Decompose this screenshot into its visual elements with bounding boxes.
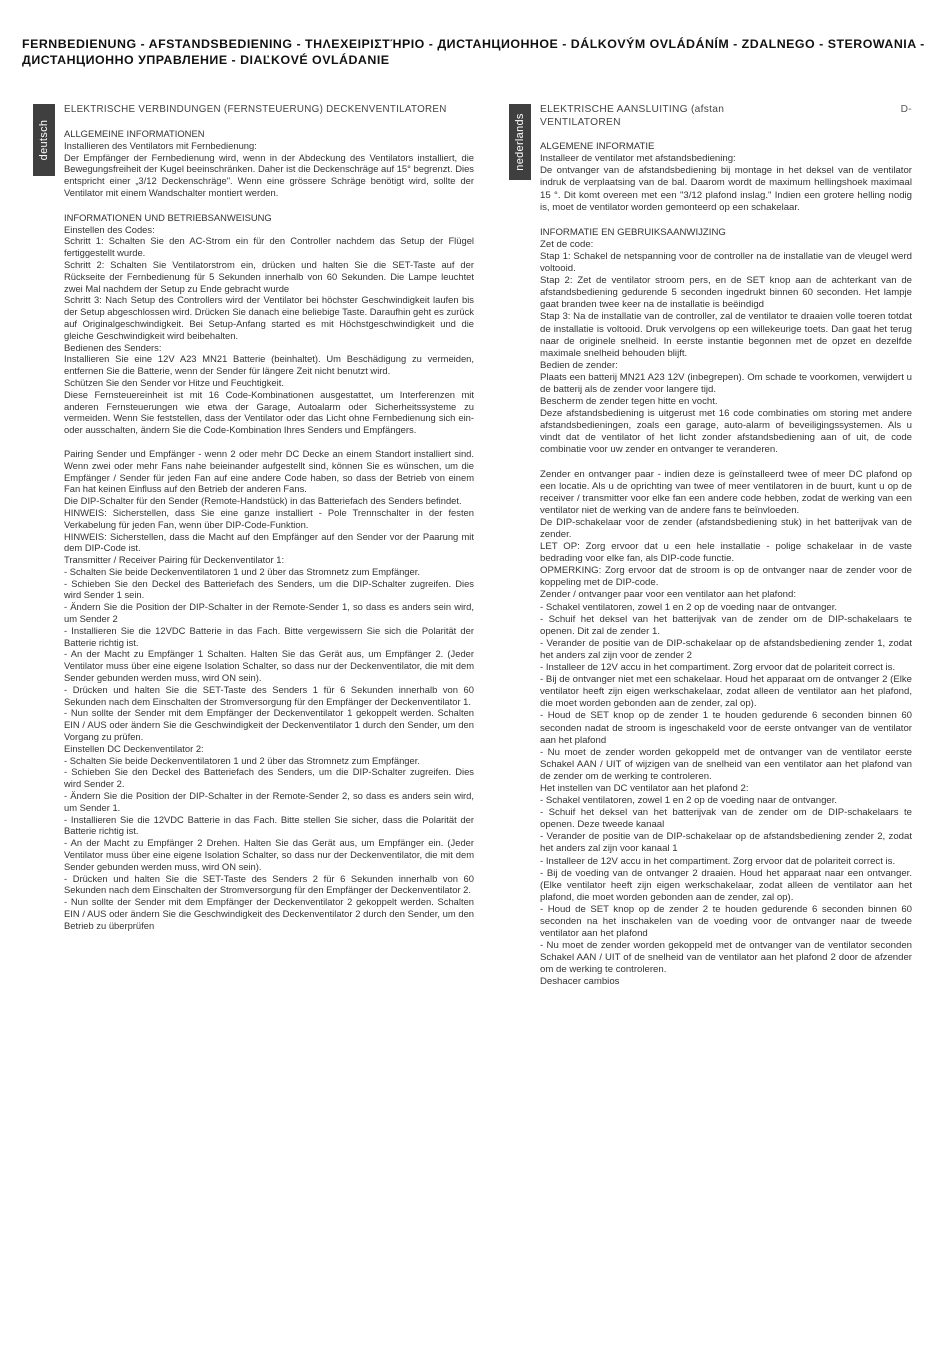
paragraph: - An der Macht zu Empfänger 2 Drehen. Halten Sie das Gerät aus, um Empfänger ein. (Jeder Ventilator muss über eine eigene Isolation Schalter, so dass nur der Deckenventilator, die mit dem Sender gebunden werden muss, wird ON sein).: [64, 837, 474, 872]
paragraph: De ontvanger van de afstandsbediening bij montage in het deksel van de ventilator indruk de verplaatsing van de bal. Daarom wordt de maximum hellingshoek maximaal 15 °. Dit komt overeen met een "3/12 plafond inslag." Indien een grotere helling nodig is, moet de ventilator worden gemonteerd op een schakelaar.: [540, 165, 912, 213]
language-tab-german: [33, 104, 55, 176]
paragraph: Stap 3: Na de installatie van de controller, zal de ventilator te draaien volle toeren totdat de installatie is voltooid. Druk vervolgens op een willekeurige toets. Dan gaat het terug naar de originele snelheid. In eerste instantie begonnen met de opzet en dezelfde maximale snelheid behouden blijft.: [540, 311, 912, 359]
paragraph: Diese Fernsteuereinheit ist mit 16 Code-Kombinationen ausgestattet, um Interferenzen mit anderen Fernsteuerungen wie etwa der Garage, Autoalarm oder Sicherheitssysteme zu vermeiden. Wenn Sie feststellen, dass der Ventilator oder das Licht ohne Fernbedienung sich ein- oder ausschalten, ändern Sie die Code-Kombination Ihres Senders und Empfängers.: [64, 388, 474, 436]
language-tab-dutch: [509, 104, 531, 180]
paragraph: Zender / ontvanger paar voor een ventilator aan het plafond:: [540, 589, 797, 601]
section-title-fragment: D-: [900, 104, 912, 115]
paragraph: - Drücken und halten Sie die SET-Taste des Senders 2 für 6 Sekunden innerhalb von 60 Sekunden nach dem Einschalten der Stromversorgung für den Empfänger der Deckenventilator 2.: [64, 872, 474, 896]
general-info-section: [540, 141, 912, 214]
paragraph: Installieren des Ventilators mit Fernbedienung:: [64, 139, 257, 151]
paragraph: Schritt 2: Schalten Sie Ventilatorstrom ein, drücken und halten Sie die SET-Taste auf der Rückseite der Fernbedienung für 5 Sekunden innerhalb von 60 Sekunden. Die Lampe leuchtet zwei Mal nachdem der Setup zu Ende gebracht wurde: [64, 258, 474, 294]
paragraph: Einstellen DC Deckenventilator 2:: [64, 742, 204, 754]
paragraph: - Schieben Sie den Deckel des Batteriefach des Senders, um die DIP-Schalter zugreifen. Dies wird Sender 1 sein.: [64, 577, 474, 601]
paragraph: Der Empfänger der Fernbedienung wird, wenn in der Abdeckung des Ventilators installiert, die Bewegungsfreiheit der Kugel beeinschränken. Daher ist die Deckenschräge auf 15° begrenzt. Dies entspricht einer „3/12 Deckenschräge". Wenn eine grössere Schräge benötigt wird, sollte der Ventilator mit einem Wandschalter montiert werden.: [64, 151, 474, 198]
paragraph: - Installeer de 12V accu in het compartiment. Zorg ervoor dat de polariteit correct is.: [540, 855, 896, 867]
language-tab-label: deutsch: [38, 119, 50, 161]
section-heading: ALLGEMEINE INFORMATIONEN: [64, 128, 205, 139]
paragraph: - Nun sollte der Sender mit dem Empfänger der Deckenventilator 1 gekoppelt werden. Schalten EIN / AUS oder ändern Sie die Geschwindigkeit der Deckenventilator 1 durch den Sender, um den Vorgang zu prüfen.: [64, 707, 474, 743]
operating-section: [540, 227, 912, 457]
dutch-column: [540, 104, 912, 989]
paragraph: - Schalten Sie beide Deckenventilatoren 1 und 2 über das Stromnetz zum Empfänger.: [64, 754, 420, 766]
paragraph: - Nu moet de zender worden gekoppeld met de ontvanger van de ventilator eerste Schakel AAN / UIT of wijzigen van de snelheid van een ventilator aan het plafond van de zender om de werking te controleren.: [540, 746, 912, 782]
paragraph: Einstellen des Codes:: [64, 223, 155, 235]
paragraph: - Houd de SET knop op de zender 1 te houden gedurende 6 seconden binnen 60 seconden nadat de stroom is ingeschakeld voor de eerste ontvanger van de ventilator aan het plafond: [540, 710, 912, 746]
german-column: [64, 104, 474, 932]
paragraph: Die DIP-Schalter für den Sender (Remote-Handstück) in das Batteriefach des Senders befindet.: [64, 495, 462, 507]
paragraph: LET OP: Zorg ervoor dat u een hele installatie - polige schakelaar in de vaste bedrading voor elke fan, als DIP-code functie.: [540, 541, 912, 565]
paragraph: Pairing Sender und Empfänger - wenn 2 oder mehr DC Decke an einem Standort installiert sind. Wenn zwei oder mehr Fans nahe beieinander aufgestellt sind, können Sie es wünschen, um die Empfänger / Sender für jeden Fan auf eine andere Code haben, so dass der Betrieb von einem Fan hat keinen Einfluss auf den Betrieb der anderen Fans.: [64, 447, 474, 495]
paragraph: - Verander de positie van de DIP-schakelaar op de afstandsbediening zender 1, zodat het anders zal zijn voor de zender 2: [540, 637, 912, 661]
paragraph: Bescherm de zender tegen hitte en vocht.: [540, 396, 718, 408]
section-heading: INFORMATIE EN GEBRUIKSAANWIJZING: [540, 226, 726, 238]
pairing-section: [540, 469, 912, 989]
paragraph: - Schuif het deksel van het batterijvak van de zender om de DIP-schakelaars te openen. Dit zal de zender 1.: [540, 613, 912, 637]
paragraph: Bedien de zender:: [540, 359, 618, 371]
language-tab-label: nederlands: [514, 113, 526, 171]
pairing-section: [64, 448, 474, 932]
paragraph: - Nu moet de zender worden gekoppeld met de ontvanger van de ventilator seconden Schakel AAN / UIT of de snelheid van de ventilator aan het plafond 2 door de afzender om de werking te controleren.: [540, 940, 912, 976]
paragraph: Plaats een batterij MN21 A23 12V (inbegrepen). Om schade te voorkomen, verwijdert u de batterij als de zender voor langere tijd.: [540, 371, 912, 395]
paragraph: - Schuif het deksel van het batterijvak van de zender om de DIP-schakelaars te openen. Deze tweede kanaal: [540, 807, 912, 831]
paragraph: De DIP-schakelaar voor de zender (afstandsbediening stuk) in het batterijvak van de zender.: [540, 516, 912, 540]
operating-section: [64, 212, 474, 436]
paragraph: - Ändern Sie die Position der DIP-Schalter in der Remote-Sender 1, so dass es anders sein wird, um Sender 2: [64, 601, 474, 625]
paragraph: HINWEIS: Sicherstellen, dass die Macht auf den Empfänger auf den Sender vor der Paarung mit dem DIP-Code ist.: [64, 530, 474, 554]
paragraph: - Schakel ventilatoren, zowel 1 en 2 op de voeding naar de ontvanger.: [540, 601, 838, 613]
paragraph: Zet de code:: [540, 238, 594, 250]
section-title-line2: VENTILATOREN: [540, 116, 621, 128]
page-header: FERNBEDIENUNG - AFSTANDSBEDIENING - ΤΗΛΕΧΕΙΡΙΣΤΉΡΙΟ - ДИСТАНЦИОННОЕ - DÁLKOVÝM OVLÁDÁNÍM - ZDALNEGO - STEROWANIA - ДИСТАНЦИОННО УПРАВЛЕНИЕ - DIAĽKOVÉ OVLÁDANIE: [22, 37, 925, 67]
paragraph: - Nun sollte der Sender mit dem Empfänger der Deckenventilator 2 gekoppelt werden. Schalten EIN / AUS oder ändern Sie die Geschwindigkeit des Deckenventilator 2 durch den Sender, um den Betrieb zu überprüfen: [64, 896, 474, 931]
section-title: ELEKTRISCHE VERBINDUNGEN (FERNSTEUERUNG) DECKENVENTILATOREN: [64, 104, 447, 115]
section-title-line1: ELEKTRISCHE AANSLUITING (afstan: [540, 104, 725, 115]
paragraph: Transmitter / Receiver Pairing für Deckenventilator 1:: [64, 554, 285, 566]
paragraph: Schritt 3: Nach Setup des Controllers wird der Ventilator bei höchster Geschwindigkeit laufen bis der Setup abgeschlossen wird. Drücken Sie danach eine beliebige Taste. Daraufhin geht es zurück auf Originalgeschwindigkeit. Bei Setup-Anfang started es mit Höchstgeschwindigkeit und die gleiche Geschwindigkeit wird beibehalten.: [64, 294, 474, 341]
paragraph: - Drücken und halten Sie die SET-Taste des Senders 1 für 6 Sekunden innerhalb von 60 Sekunden nach dem Einschalten der Stromversorgung für den Empfänger der Deckenventilator 1.: [64, 683, 474, 707]
paragraph: OPMERKING: Zorg ervoor dat de stroom is op de ontvanger naar de zender voor de koppeling met de DIP-code.: [540, 565, 912, 589]
section-heading: INFORMATIONEN UND BETRIEBSANWEISUNG: [64, 211, 272, 223]
paragraph: HINWEIS: Sicherstellen, dass Sie eine ganze installiert - Pole Trennschalter in der festen Verkabelung für jeden Fan, wenn über DIP-Code-Funktion.: [64, 506, 474, 530]
paragraph: Stap 1: Schakel de netspanning voor de controller na de installatie van de vleugel werd voltooid.: [540, 250, 912, 275]
paragraph: Schützen Sie den Sender vor Hitze und Feuchtigkeit.: [64, 376, 284, 388]
paragraph: - Bij de voeding van de ontvanger 2 draaien. Houd het apparaat naar een ontvanger. (Elke ventilator heeft zijn eigen werkschakelaar, zodat alleen de ventilator aan het plafond, die moet worden gebonden aan de zender, zal op).: [540, 867, 912, 903]
paragraph: - Schalten Sie beide Deckenventilatoren 1 und 2 über das Stromnetz zum Empfänger.: [64, 565, 420, 577]
paragraph: - Installieren Sie die 12VDC Batterie in das Fach. Bitte vergewissern Sie sich die Polarität der Batterie richtig ist.: [64, 624, 474, 648]
paragraph: Installeer de ventilator met afstandsbediening:: [540, 153, 736, 165]
section-heading: ALGEMENE INFORMATIE: [540, 141, 655, 153]
paragraph: Zender en ontvanger paar - indien deze is geïnstalleerd twee of meer DC plafond op een locatie. Als u de oprichting van twee of meer ventilatoren in de buurt, kunt u op de receiver / transmitter voor elke fan een andere code hebben, zodat de werking van een ventilator niet de werking van de andere fans te beïnvloeden.: [540, 468, 912, 516]
paragraph: Stap 2: Zet de ventilator stroom pers, en de SET knop aan de achterkant van de afstandsbediening gedurende 5 seconden ingedrukt binnen 60 seconden. Het lampje gaat branden twee keer na de installatie is beëindigd: [540, 275, 912, 311]
paragraph: - Installeer de 12V accu in het compartiment. Zorg ervoor dat de polariteit correct is.: [540, 662, 896, 674]
paragraph: Installieren Sie eine 12V A23 MN21 Batterie (beinhaltet). Um Beschädigung zu vermeiden, entfernen Sie die Batterie, wenn der Sender für längere Zeit nicht benutzt wird.: [64, 353, 474, 377]
paragraph: - An der Macht zu Empfänger 1 Schalten. Halten Sie das Gerät aus, um Empfänger 2. (Jeder Ventilator muss über eine eigene Isolation Schalter, so dass nur der Deckenventilator, die mit dem Sender gebunden werden muss, wird ON sein).: [64, 648, 474, 684]
general-info-section: [64, 128, 474, 199]
paragraph: - Bij de ontvanger niet met een schakelaar. Houd het apparaat om de ontvanger 2 (Elke ventilator heeft zijn eigen werkschakelaar, zodat alleen de ventilator aan het plafond, die moet worden gebonden aan de zender, zal op).: [540, 674, 912, 710]
paragraph: Het instellen van DC ventilator aan het plafond 2:: [540, 782, 749, 794]
paragraph: - Houd de SET knop op de zender 2 te houden gedurende 6 seconden binnen 60 seconden na het inschakelen van de voeding voor de ontvanger naar de tweede ventilator aan het plafond: [540, 903, 912, 940]
paragraph: Bedienen des Senders:: [64, 341, 162, 353]
paragraph: - Ändern Sie die Position der DIP-Schalter in der Remote-Sender 2, so dass es anders sein wird, um Sender 1.: [64, 790, 474, 813]
paragraph: Deze afstandsbediening is uitgerust met 16 code combinaties om storing met andere afstandsbedieningen, zoals een garage, auto-alarm of beveiligingssystemen. Als u vindt dat de ventilator of het licht zonder afstandsbediening aan of uit, de code combinatie voor uw zender en ontvanger te veranderen.: [540, 408, 912, 456]
paragraph: - Schakel ventilatoren, zowel 1 en 2 op de voeding naar de ontvanger.: [540, 795, 838, 807]
paragraph: Schritt 1: Schalten Sie den AC-Strom ein für den Controller nachdem das Setup der Flügel fertiggestellt wurde.: [64, 235, 474, 259]
paragraph: - Installieren Sie die 12VDC Batterie in das Fach. Bitte stellen Sie sicher, dass die Polarität der Batterie richtig ist.: [64, 813, 474, 837]
paragraph: - Verander de positie van de DIP-schakelaar op de afstandsbediening zender 2, zodat het anders zal zijn voor kanaal 1: [540, 831, 912, 855]
section-title: [540, 104, 912, 129]
paragraph: - Schieben Sie den Deckel des Batteriefach des Senders, um die DIP-Schalter zugreifen. Dies wird Sender 2.: [64, 766, 474, 790]
paragraph: Deshacer cambios: [540, 976, 620, 988]
